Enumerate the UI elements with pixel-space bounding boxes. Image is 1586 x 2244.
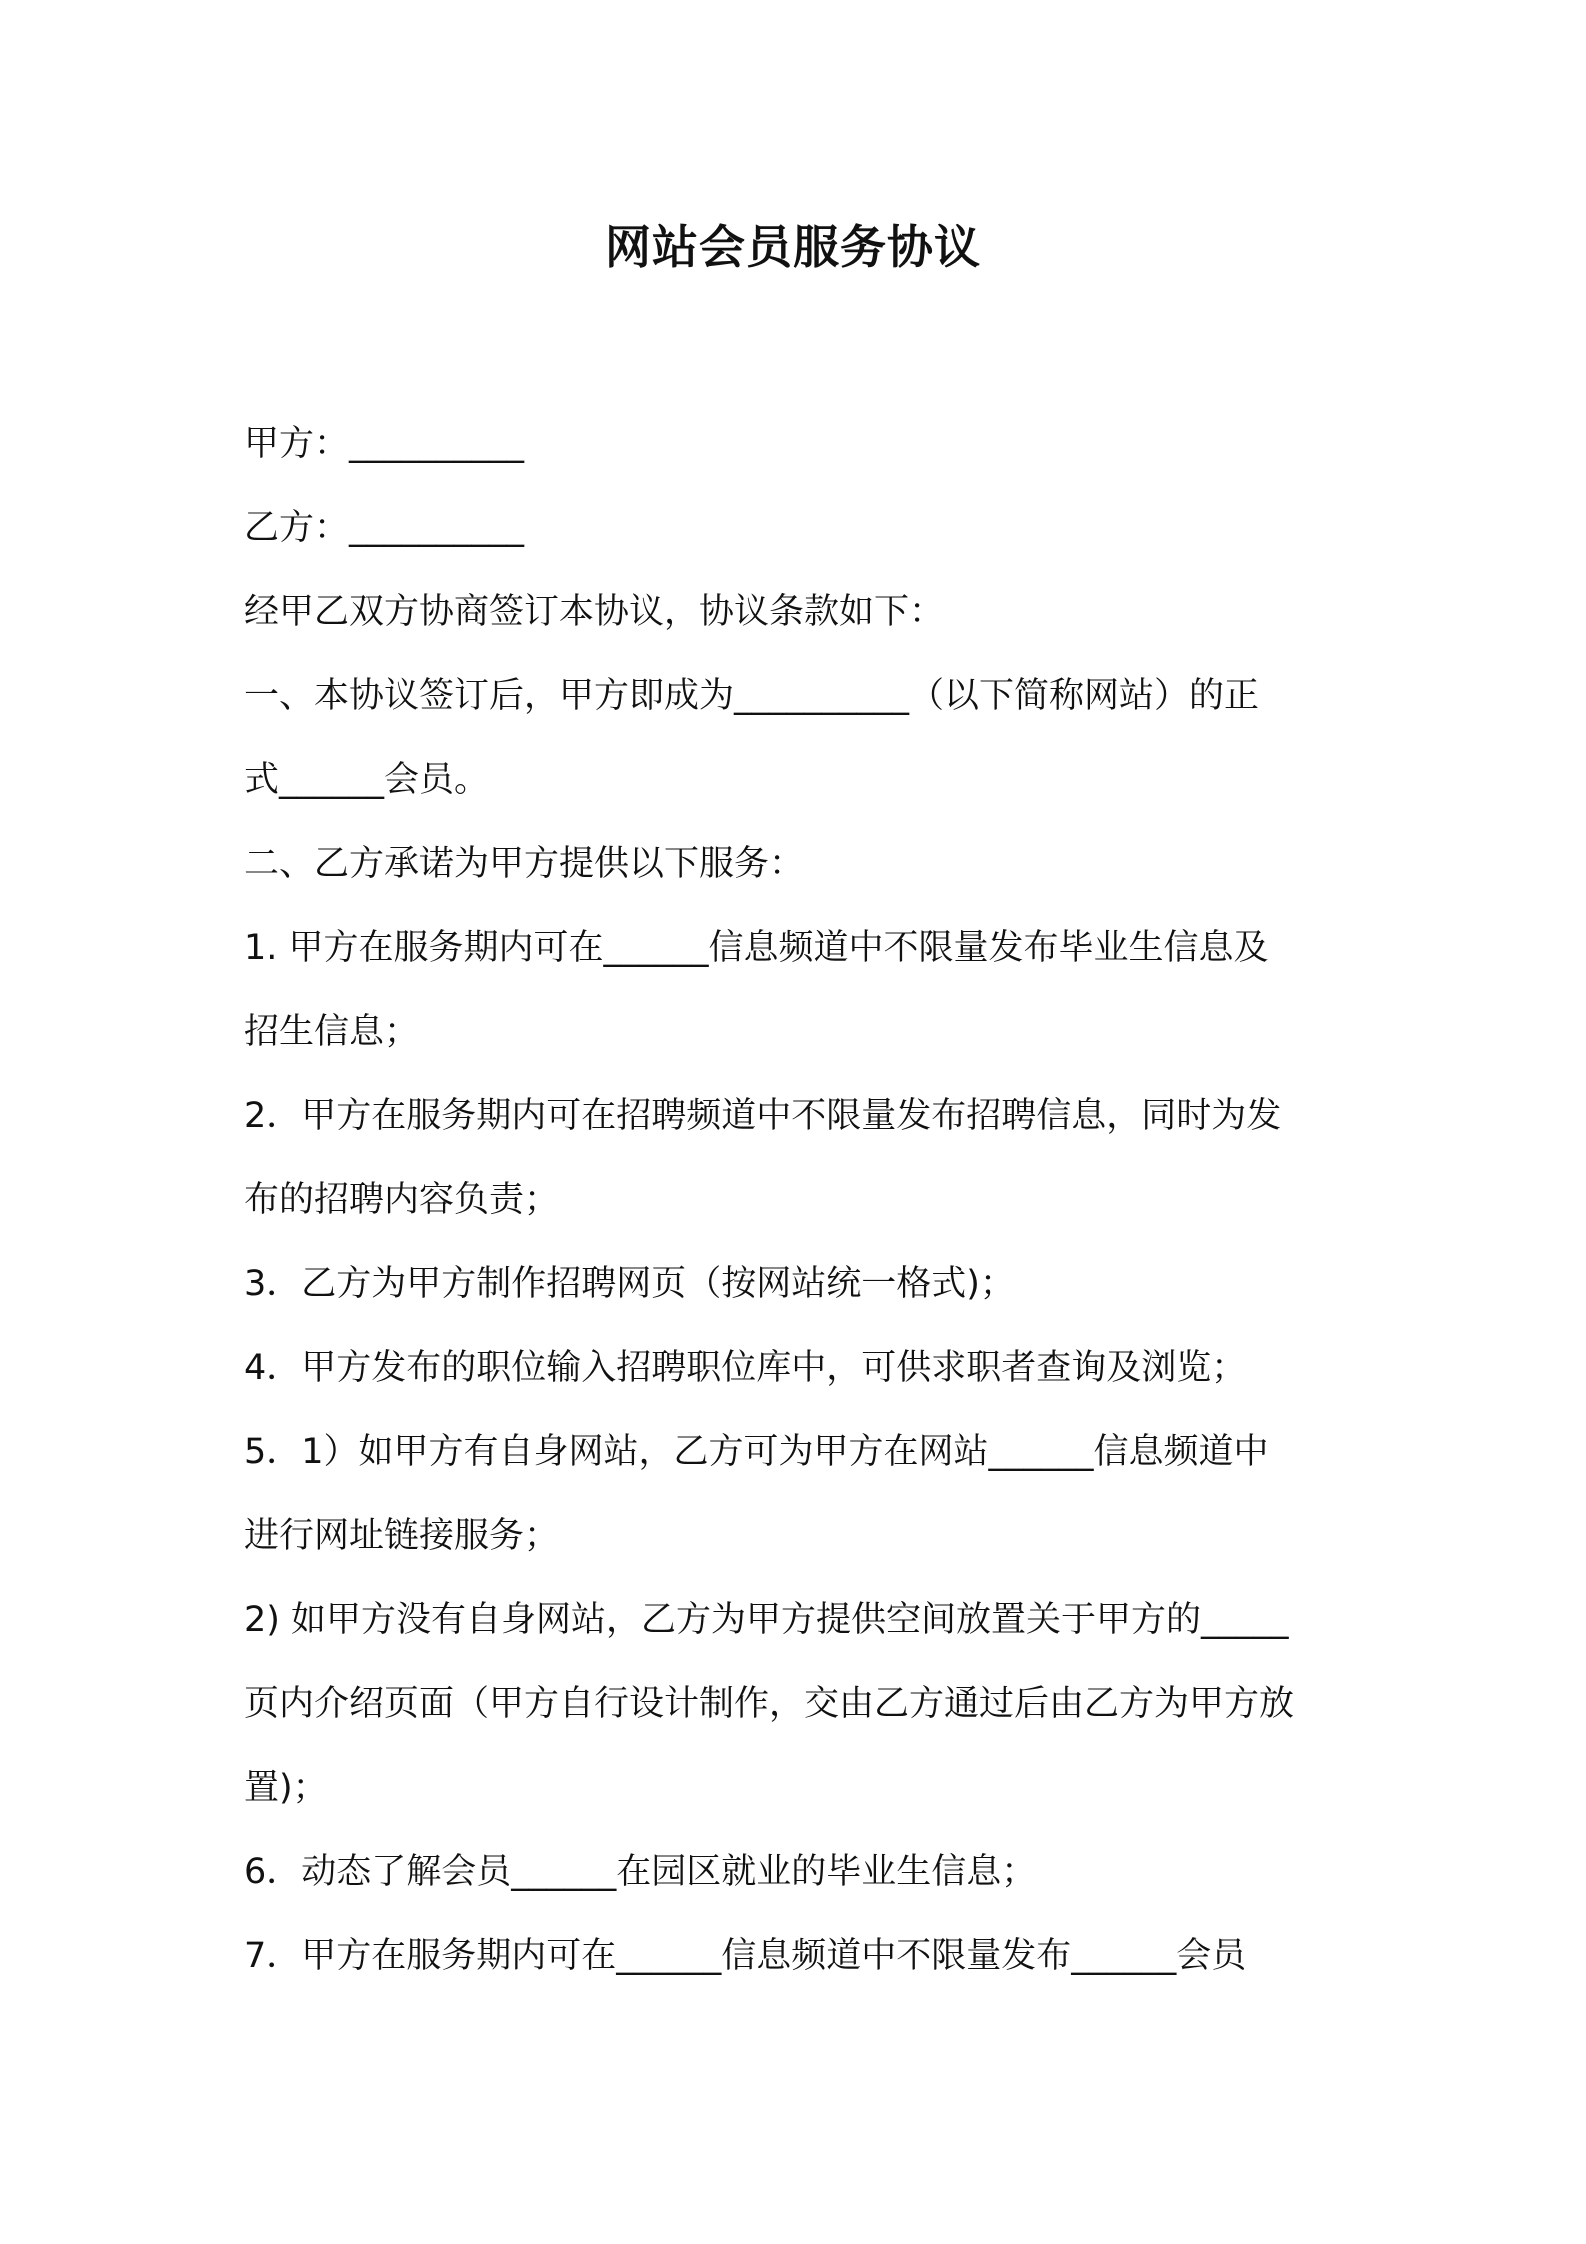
service-item-5b-line-2: 页内介绍页面（甲方自行设计制作，交由乙方通过后由乙方为甲方放 (244, 1684, 1295, 1724)
clause-1-line-1: 一、本协议签订后，甲方即成为__________（以下简称网站）的正 (244, 676, 1260, 716)
service-item-7-line-1: 7．甲方在服务期内可在______信息频道中不限量发布______会员 (244, 1936, 1247, 1976)
service-item-3: 3．乙方为甲方制作招聘网页（按网站统一格式)； (244, 1264, 1015, 1304)
service-item-1-line-2: 招生信息； (244, 1012, 420, 1052)
agreement-intro: 经甲乙双方协商签订本协议，协议条款如下： (244, 592, 945, 632)
service-item-5b-line-1: 2) 如甲方没有自身网站，乙方为甲方提供空间放置关于甲方的_____ (244, 1600, 1289, 1640)
service-item-2-line-1: 2．甲方在服务期内可在招聘频道中不限量发布招聘信息，同时为发 (244, 1096, 1282, 1136)
clause-1-line-2: 式______会员。 (244, 760, 490, 800)
service-item-1-line-1: 1. 甲方在服务期内可在______信息频道中不限量发布毕业生信息及 (244, 928, 1269, 968)
document-title: 网站会员服务协议 (605, 220, 981, 274)
agreement-body (244, 402, 1360, 1998)
service-item-4: 4．甲方发布的职位输入招聘职位库中，可供求职者查询及浏览； (244, 1348, 1247, 1388)
party-b-line: 乙方：__________ (244, 508, 525, 548)
party-a-line: 甲方：__________ (244, 424, 525, 464)
service-item-2-line-2: 布的招聘内容负责； (244, 1180, 560, 1220)
service-item-5a-line-2: 进行网址链接服务； (244, 1516, 560, 1556)
service-item-5b-line-3: 置)； (244, 1768, 328, 1808)
clause-2-heading: 二、乙方承诺为甲方提供以下服务： (244, 844, 805, 884)
service-item-6: 6．动态了解会员______在园区就业的毕业生信息； (244, 1852, 1037, 1892)
service-item-5a-line-1: 5．1）如甲方有自身网站，乙方可为甲方在网站______信息频道中 (244, 1432, 1269, 1472)
